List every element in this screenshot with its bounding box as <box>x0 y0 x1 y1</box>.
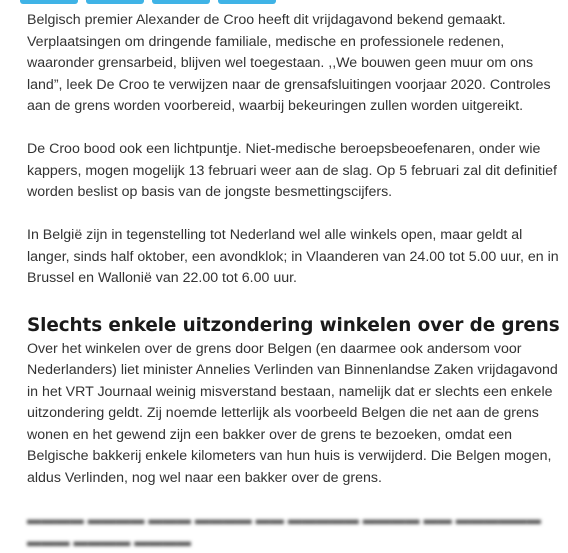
share-button-facebook[interactable] <box>20 0 78 4</box>
article-paragraph: In België zijn in tegenstelling tot Nederland wel alle winkels open, maar geldt al langer, sinds half oktober, een avondklok; in Vlaanderen van 24.00 tot 5.00 uur, en in Brussel en Wallonië van 22.00 tot 6.00 uur. <box>27 227 559 286</box>
share-button-twitter[interactable] <box>86 0 144 4</box>
cut-off-text: ▬▬▬▬ ▬▬▬▬ ▬▬▬ ▬▬▬▬ ▬▬ ▬▬▬▬▬ ▬▬▬▬ ▬▬ ▬▬▬▬▬▬ ▬▬▬ ▬▬▬▬ ▬▬▬▬ <box>27 512 541 550</box>
article-paragraph: Over het winkelen over de grens door Belgen (en daarmee ook andersom voor Nederlanders) liet minister Annelies Verlinden van Binnenlandse Zaken vrijdagavond in het VRT Journaal weinig misverstand bestaan, namelijk dat er slechts een enkele uitzondering geldt. Zij noemde letterlijk als voorbeeld Belgen die net aan de grens wonen en het gewend zijn een bakker over de grens te bezoeken, omdat een Belgische bakkerij enkele kilometers van hun huis is verwijderd. Die Belgen mogen, aldus Verlinden, nog wel naar een bakker over de grens. <box>27 340 558 486</box>
share-bar <box>0 0 568 6</box>
section-heading: Slechts enkele uitzondering winkelen over de grens <box>27 314 560 336</box>
article-paragraph: De Croo bood ook een lichtpuntje. Niet-medische beroepsbeoefenaren, onder wie kappers, mogen mogelijk 13 februari weer aan de slag. Op 5 februari zal dit definitief worden beslist op basis van de jongste besmettingscijfers. <box>27 141 557 200</box>
share-button-email[interactable] <box>218 0 276 4</box>
article-paragraph: Belgisch premier Alexander de Croo heeft dit vrijdagavond bekend gemaakt. Verplaatsingen om dringende familiale, medische en professionele redenen, waaronder grensarbeid, blijven wel toegestaan. ,,We bouwen geen muur om ons land”, leek De Croo te verwijzen naar de grensafsluitingen voorjaar 2020. Controles aan de grens worden voorbereid, waarbij bekeuringen zullen worden uitgereikt. <box>27 12 551 114</box>
share-button-whatsapp[interactable] <box>152 0 210 4</box>
cut-off-paragraph <box>27 510 563 550</box>
article-body <box>27 10 563 550</box>
